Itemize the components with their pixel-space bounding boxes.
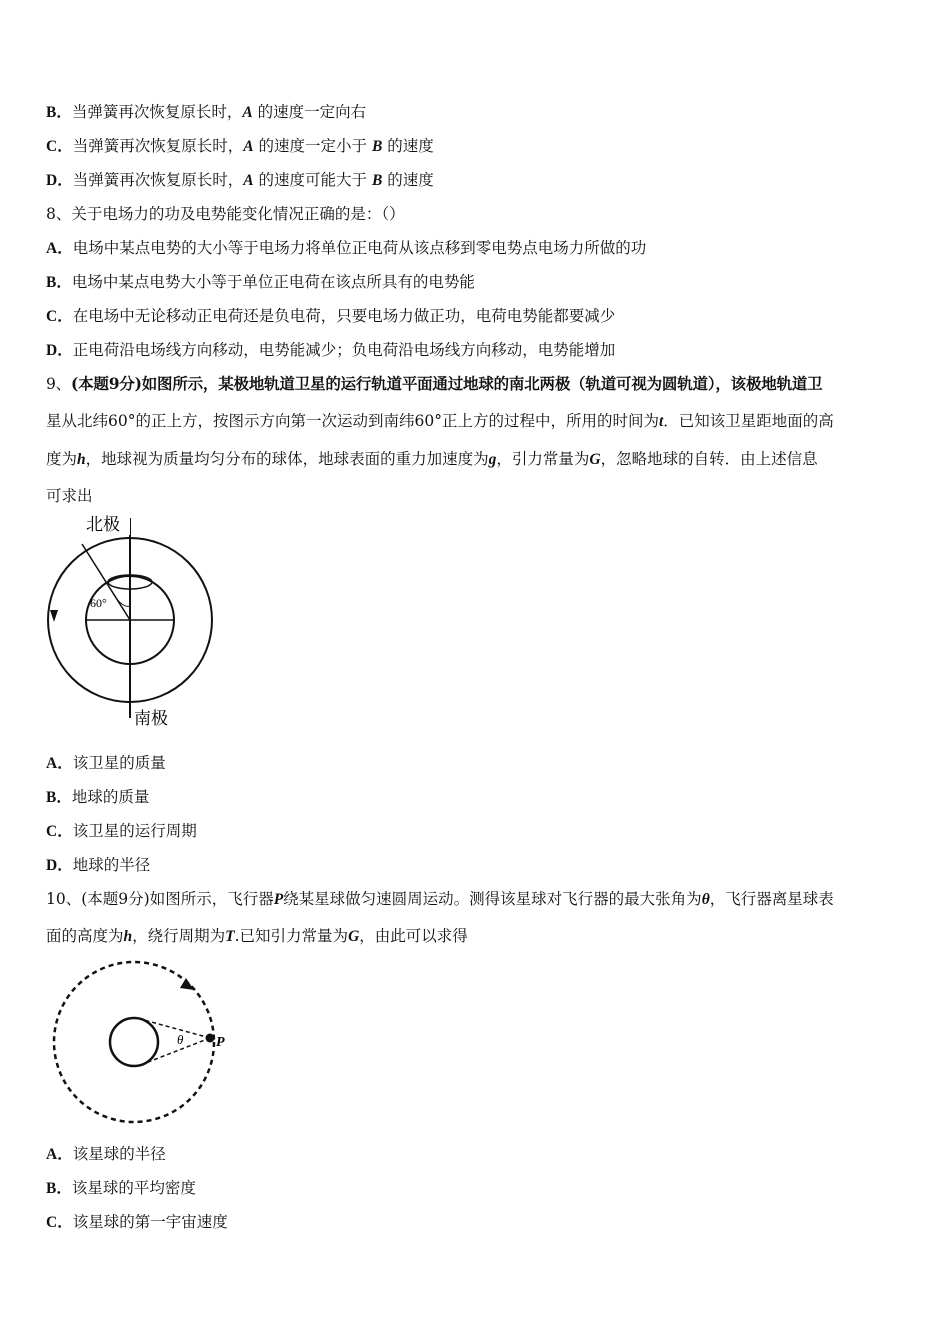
q9-stem-line2: 星从北纬60°的正上方，按图示方向第一次运动到南纬60°正上方的过程中，所用的时间为t．已知该卫星距地面的高 [46,412,834,430]
q8-option-b: B．电场中某点电势大小等于单位正电荷在该点所具有的电势能 [46,273,475,291]
direction-arrow-icon [180,978,194,990]
spacecraft-dot [206,1034,215,1043]
q9-stem-line1: 9、(本题9分)如图所示，某极地轨道卫星的运行轨道平面通过地球的南北两极（轨道可视为圆轨道），该极地轨道卫 [46,374,823,393]
q8-option-d: D．正电荷沿电场线方向移动，电势能减少；负电荷沿电场线方向移动，电势能增加 [46,341,616,359]
q10-option-b: B．该星球的平均密度 [46,1179,196,1197]
q9-option-a: A．该卫星的质量 [46,754,166,772]
q8-option-c: C．在电场中无论移动正电荷还是负电荷，只要电场力做正功，电荷电势能都要减少 [46,307,616,325]
q8-option-a: A．电场中某点电势的大小等于电场力将单位正电荷从该点移到零电势点电场力所做的功 [46,239,647,257]
q7-option-c: C．当弹簧再次恢复原长时，A 的速度一定小于 B 的速度 [46,137,434,155]
direction-arrow-icon [50,610,58,622]
q9-option-c: C．该卫星的运行周期 [46,822,197,840]
planet-circle [110,1018,158,1066]
q8-stem: 8、关于电场力的功及电势能变化情况正确的是：（） [46,205,405,223]
q9-option-d: D．地球的半径 [46,856,151,874]
q9-stem-line4: 可求出 [46,487,93,505]
point-p-label: P [216,1035,225,1050]
q9-orbit-figure [40,512,220,730]
south-pole-label: 南极 [134,709,168,729]
tangent-line-lower [138,1038,210,1066]
q9-option-b: B．地球的质量 [46,788,150,806]
angle-label: 60° [90,596,107,610]
q10-option-a: A．该星球的半径 [46,1145,166,1163]
q7-option-b: B．当弹簧再次恢复原长时，A 的速度一定向右 [46,103,367,121]
q10-stem-line2: 面的高度为h，绕行周期为T.已知引力常量为G，由此可以求得 [46,927,468,945]
theta-label: θ [177,1032,184,1047]
q10-option-c: C．该星球的第一宇宙速度 [46,1213,228,1231]
q7-option-d: D．当弹簧再次恢复原长时，A 的速度可能大于 B 的速度 [46,171,434,189]
north-pole-label: 北极 [86,515,120,535]
q10-orbit-figure [46,958,246,1128]
q10-stem-line1: 10、(本题9分)如图所示，飞行器P绕某星球做匀速圆周运动。测得该星球对飞行器的最大张角为θ，飞行器离星球表 [46,890,834,908]
q9-stem-line3: 度为h，地球视为质量均匀分布的球体，地球表面的重力加速度为g，引力常量为G，忽略地球的自转．由上述信息 [46,450,818,468]
